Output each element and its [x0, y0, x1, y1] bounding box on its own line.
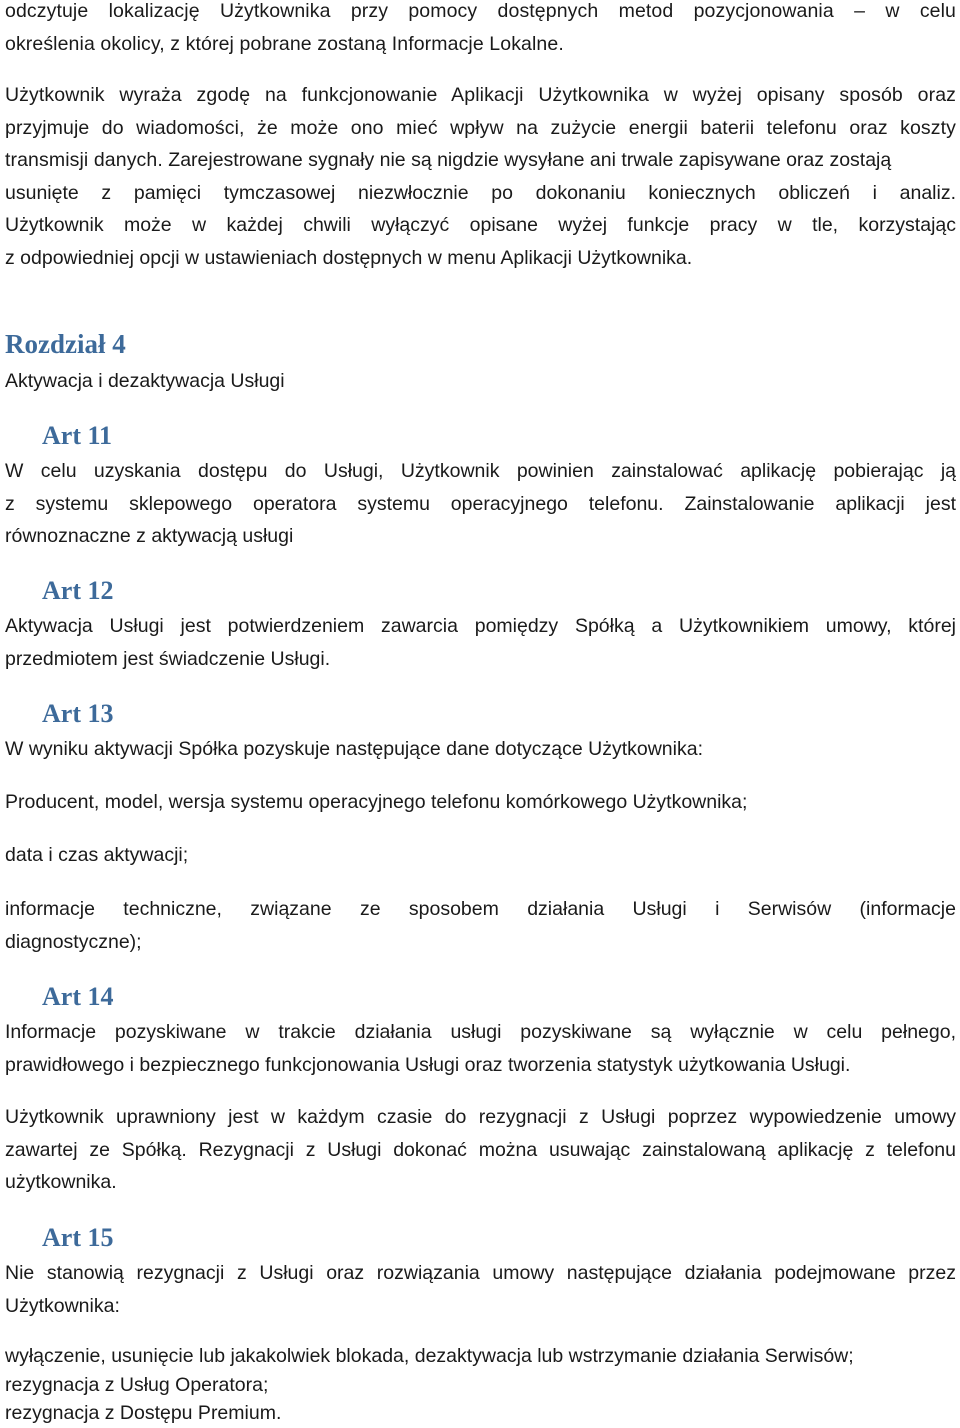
art-13-intro — [5, 733, 956, 766]
consent-paragraph — [5, 79, 956, 274]
art-12-body — [5, 610, 956, 675]
chapter-heading — [5, 328, 956, 360]
art-14-p2-line-3: użytkownika. — [5, 1171, 117, 1193]
art-12-line-1: Aktywacja Usługi jest potwierdzeniem zawarcia pomiędzy Spółką a Użytkownikiem umowy, której — [5, 615, 956, 637]
art-14-paragraph-2 — [5, 1101, 956, 1199]
art-11-line-1: W celu uzyskania dostępu do Usługi, Użytkownik powinien zainstalować aplikację pobierając ją — [5, 460, 956, 482]
art-15-heading-block — [5, 1222, 956, 1254]
art-11-heading-block — [5, 420, 956, 452]
art-12-heading-block — [5, 575, 956, 607]
art-13-item-1 — [5, 786, 956, 819]
consent-line-3a: transmisji danych. — [5, 149, 163, 171]
intro-line-2: określenia okolicy, z której pobrane zostaną Informacje Lokalne. — [5, 32, 564, 55]
art-11-body — [5, 455, 956, 553]
art-13-intro-line: W wyniku aktywacji Spółka pozyskuje następujące dane dotyczące Użytkownika: — [5, 738, 704, 760]
art-13-heading: Art 13 — [42, 699, 114, 728]
art-14-p1-line-2: prawidłowego i bezpiecznego funkcjonowania Usługi oraz tworzenia statystyk użytkowania Usługi. — [5, 1053, 851, 1076]
chapter-title: Rozdział 4 — [5, 329, 126, 359]
art-15-item-1: wyłączenie, usunięcie lub jakakolwiek blokada, dezaktywacja lub wstrzymanie działania Serwisów; — [5, 1345, 854, 1367]
art-15-item-2: rezygnacja z Usług Operatora; — [5, 1373, 269, 1396]
art-13-item-1-line: Producent, model, wersja systemu operacyjnego telefonu komórkowego Użytkownika; — [5, 791, 748, 813]
art-15-intro-line-1: Nie stanowią rezygnacji z Usługi oraz rozwiązania umowy następujące działania podejmowane przez — [5, 1262, 956, 1284]
art-14-heading-block — [5, 981, 956, 1013]
art-13-item-3-line-1: informacje techniczne, związane ze sposobem działania Usługi i Serwisów (informacje — [5, 898, 956, 920]
art-12-line-2: przedmiotem jest świadczenie Usługi. — [5, 647, 331, 670]
art-15-item-3: rezygnacja z Dostępu Premium. — [5, 1402, 282, 1424]
intro-line-1: odczytuje lokalizację Użytkownika przy pomocy dostępnych metod pozycjonowania – w celu — [5, 0, 956, 22]
art-11-line-3: równoznaczne z aktywacją usługi — [5, 525, 294, 547]
art-14-p2-line-2: zawartej ze Spółką. Rezygnacji z Usługi dokonać można usuwając zainstalowaną aplikację z telefonu — [5, 1138, 956, 1161]
intro-paragraph — [5, 0, 956, 60]
art-14-heading: Art 14 — [42, 982, 114, 1011]
art-15-heading: Art 15 — [42, 1223, 114, 1252]
art-15-items — [5, 1342, 956, 1428]
art-13-heading-block — [5, 698, 956, 730]
art-13-item-2 — [5, 839, 956, 872]
art-13-item-3 — [5, 893, 956, 958]
art-11-line-2: z systemu sklepowego operatora systemu operacyjnego telefonu. Zainstalowanie aplikacji jest — [5, 492, 956, 515]
consent-line-5: Użytkownik może w każdej chwili wyłączyć opisane wyżej funkcje pracy w tle, korzystając — [5, 214, 956, 236]
consent-line-2: przyjmuje do wiadomości, że może ono mieć wpływ na zużycie energii baterii telefonu oraz koszty — [5, 116, 956, 139]
consent-line-3b: Zarejestrowane sygnały nie są nigdzie wysyłane ani trwale zapisywane oraz zostają — [162, 149, 892, 171]
art-13-item-2-line: data i czas aktywacji; — [5, 844, 189, 866]
art-11-heading: Art 11 — [42, 421, 113, 450]
chapter-subtitle-block — [5, 367, 956, 395]
consent-line-4: usunięte z pamięci tymczasowej niezwłocznie po dokonaniu koniecznych obliczeń i analiz. — [5, 181, 956, 204]
art-15-intro — [5, 1257, 956, 1322]
art-13-item-3-line-2: diagnostyczne); — [5, 930, 142, 953]
art-15-intro-line-2: Użytkownika: — [5, 1294, 120, 1317]
art-12-heading: Art 12 — [42, 576, 114, 605]
chapter-subtitle: Aktywacja i dezaktywacja Usługi — [5, 370, 285, 392]
art-14-p2-line-1: Użytkownik uprawniony jest w każdym czasie do rezygnacji z Usługi poprzez wypowiedzenie umowy — [5, 1106, 956, 1128]
consent-line-1: Użytkownik wyraża zgodę na funkcjonowanie Aplikacji Użytkownika w wyżej opisany sposób oraz — [5, 84, 956, 106]
art-14-paragraph-1 — [5, 1016, 956, 1081]
consent-line-3 — [5, 144, 956, 177]
art-14-p1-line-1: Informacje pozyskiwane w trakcie działania usługi pozyskiwane są wyłącznie w celu pełnego, — [5, 1021, 956, 1043]
consent-line-6: z odpowiedniej opcji w ustawieniach dostępnych w menu Aplikacji Użytkownika. — [5, 246, 693, 269]
